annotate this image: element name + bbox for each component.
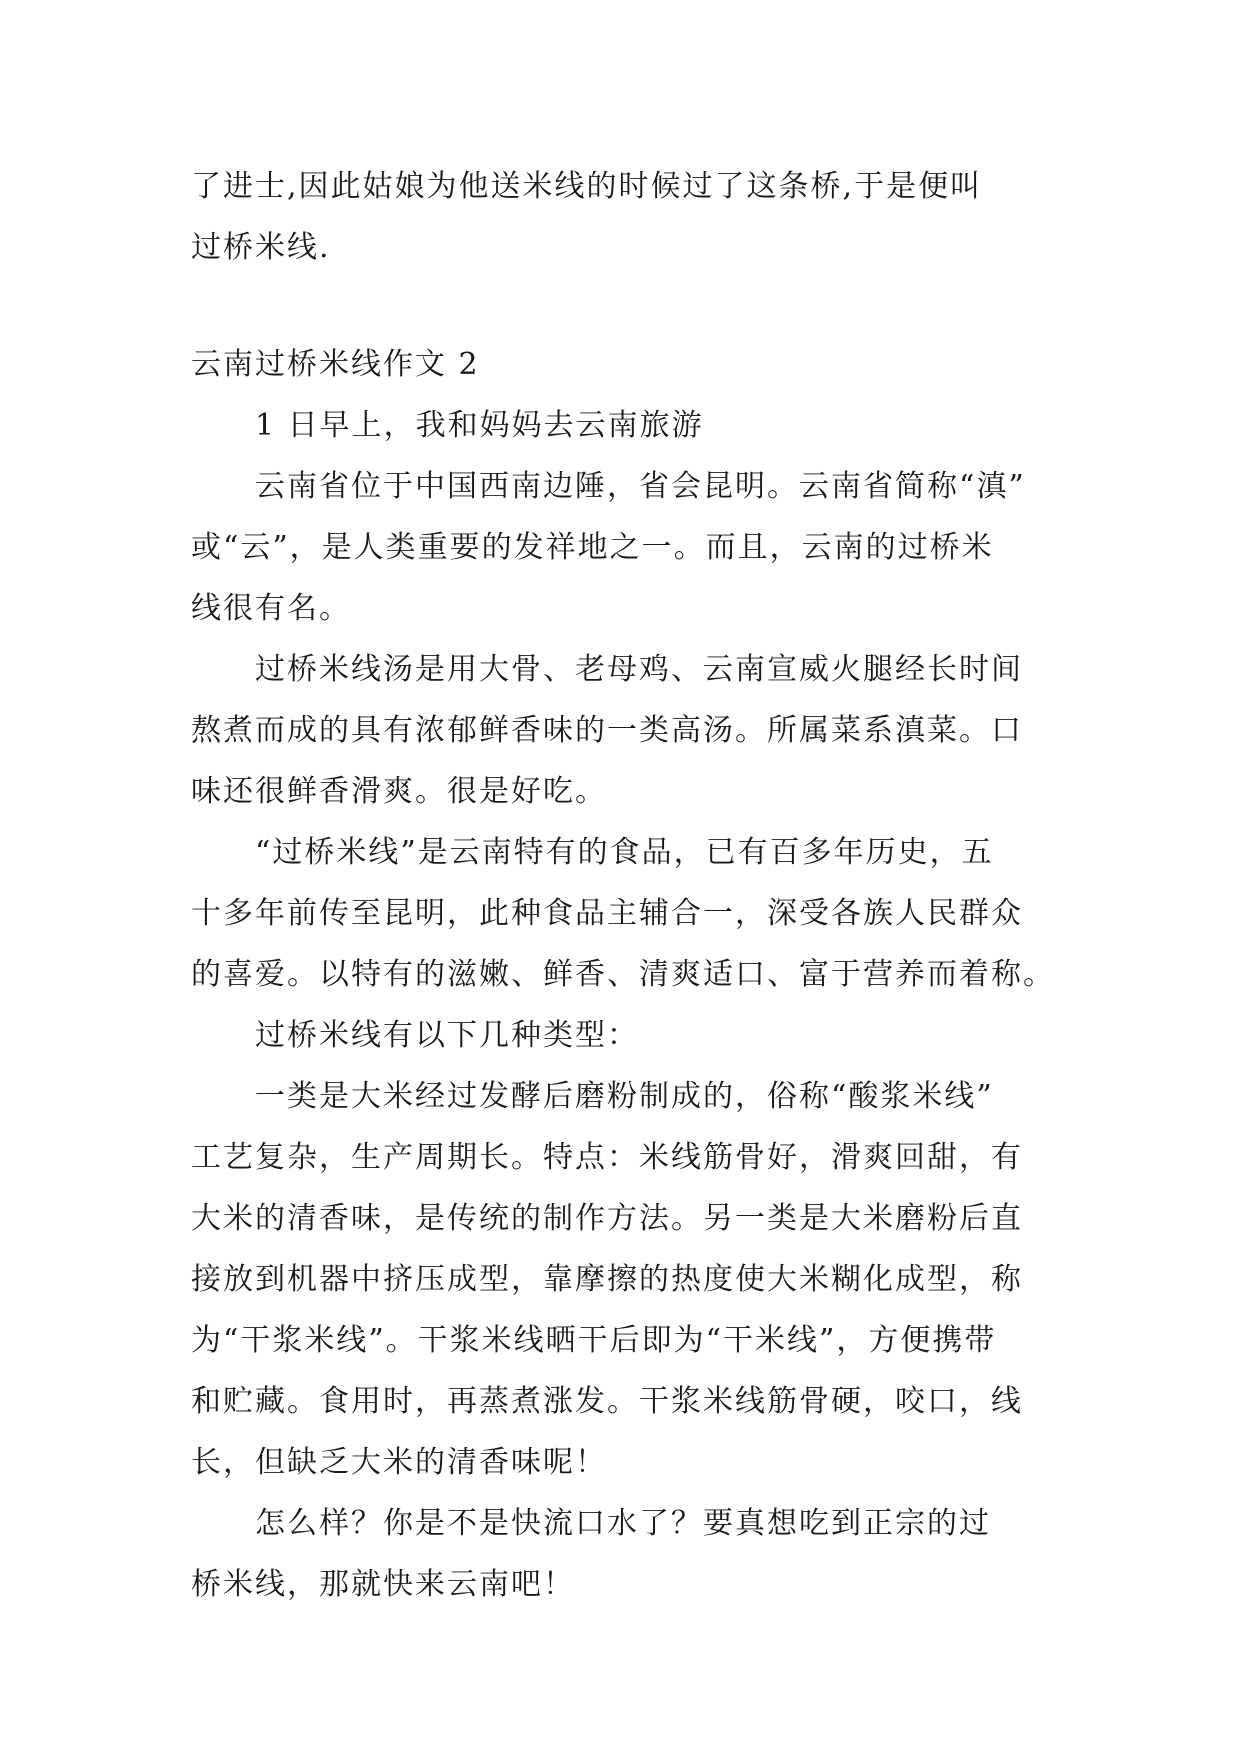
- text-line: 十多年前传至昆明，此种食品主辅合一，深受各族人民群众: [191, 896, 1023, 931]
- text-line: 的喜爱。以特有的滋嫩、鲜香、清爽适口、富于营养而着称。: [191, 957, 1055, 992]
- text-line: 桥米线，那就快来云南吧！: [191, 1567, 575, 1602]
- text-line: 过桥米线汤是用大骨、老母鸡、云南宣威火腿经长时间: [255, 652, 1023, 687]
- text-line: 长，但缺乏大米的清香味呢！: [191, 1445, 607, 1480]
- text-line: 熬煮而成的具有浓郁鲜香味的一类高汤。所属菜系滇菜。口: [191, 713, 1023, 748]
- text-line: 或“云”，是人类重要的发祥地之一。而且，云南的过桥米: [191, 530, 994, 565]
- continuation-paragraph: [191, 156, 1061, 278]
- essay-body: [191, 395, 1061, 1615]
- text-line: 工艺复杂，生产周期长。特点：米线筋骨好，滑爽回甜，有: [191, 1140, 1023, 1175]
- text-line: 一类是大米经过发酵后磨粉制成的，俗称“酸浆米线”: [255, 1079, 994, 1114]
- essay-section: [191, 334, 1061, 1615]
- text-line: 云南省位于中国西南边陲，省会昆明。云南省简称“滇”: [255, 469, 1026, 504]
- text-line: 怎么样？你是不是快流口水了？要真想吃到正宗的过: [255, 1506, 991, 1541]
- text-line: 和贮藏。食用时，再蒸煮涨发。干浆米线筋骨硬，咬口，线: [191, 1384, 1023, 1419]
- text-line: “过桥米线”是云南特有的食品，已有百多年历史，五: [255, 835, 994, 870]
- text-line: 1 日早上，我和妈妈去云南旅游: [255, 408, 704, 443]
- text-line: 大米的清香味，是传统的制作方法。另一类是大米磨粉后直: [191, 1201, 1023, 1236]
- text-line: 接放到机器中挤压成型，靠摩擦的热度使大米糊化成型，称: [191, 1262, 1023, 1297]
- essay-title: 云南过桥米线作文 2: [191, 347, 480, 382]
- text-line: 为“干浆米线”。干浆米线晒干后即为“干米线”，方便携带: [191, 1323, 997, 1358]
- text-line: 味还很鲜香滑爽。很是好吃。: [191, 774, 607, 809]
- text-line: 线很有名。: [191, 591, 351, 626]
- text-line: 过桥米线有以下几种类型：: [255, 1018, 639, 1053]
- text-line: 了进士,因此姑娘为他送米线的时候过了这条桥,于是便叫: [191, 169, 983, 204]
- text-line: 过桥米线.: [191, 230, 331, 265]
